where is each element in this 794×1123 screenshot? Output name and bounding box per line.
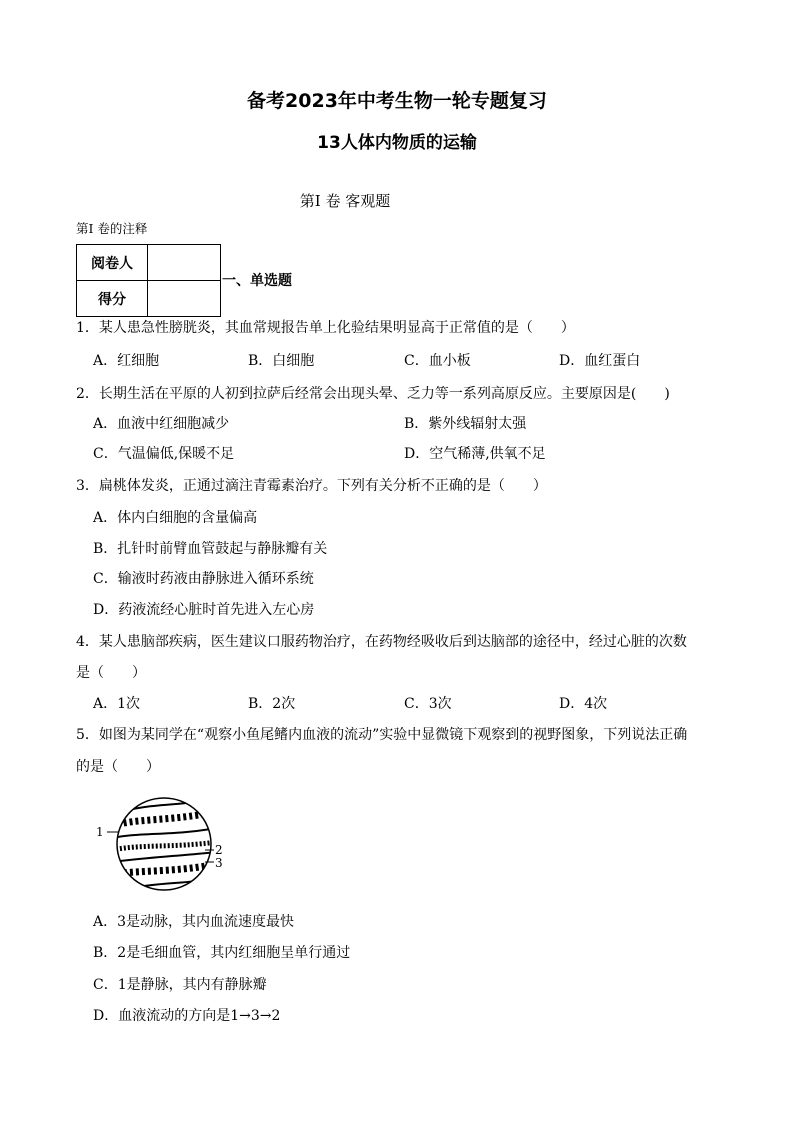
score-table (76, 244, 221, 317)
question-5-option-c: C．1是静脉，其内有静脉瓣 (93, 977, 267, 993)
question-3-option-d: D．药液流经心脏时首先进入左心房 (93, 602, 315, 618)
question-1-stem: 1．某人患急性膀胱炎，其血常规报告单上化验结果明显高于正常值的是（ ） (76, 320, 575, 336)
section-title: 第I 卷 客观题 (299, 192, 391, 210)
score-cell (148, 281, 221, 317)
reviewer-label: 阅卷人 (77, 245, 148, 281)
question-1-option-c: C．血小板 (404, 353, 471, 369)
question-4-option-c: C．3次 (404, 696, 452, 712)
section-note: 第I 卷的注释 (76, 221, 148, 236)
figure-label-2: 2 (215, 843, 223, 857)
question-2-option-d: D．空气稀薄,供氧不足 (404, 446, 546, 462)
question-1-option-b: B．白细胞 (248, 353, 315, 369)
question-4-stem-line2: 是（ ） (76, 665, 146, 681)
question-5-option-a: A．3是动脉，其内血流速度最快 (93, 914, 295, 930)
microscope-field-figure (92, 792, 227, 897)
question-3-option-b: B．扎针时前臂血管鼓起与静脉瓣有关 (93, 541, 328, 557)
question-2-option-b: B．紫外线辐射太强 (404, 416, 527, 432)
figure-label-1: 1 (96, 825, 104, 839)
reviewer-row (77, 245, 221, 281)
question-3-option-a: A．体内白细胞的含量偏高 (93, 510, 258, 526)
question-2-stem: 2．长期生活在平原的人初到拉萨后经常会出现头晕、乏力等一系列高原反应。主要原因是( ) (76, 386, 670, 402)
question-1-option-a: A．红细胞 (93, 353, 160, 369)
question-4-option-a: A．1次 (93, 696, 141, 712)
part-heading: 一、单选题 (222, 273, 292, 289)
figure-label-3: 3 (215, 856, 223, 870)
question-4-stem-line1: 4．某人患脑部疾病，医生建议口服药物治疗，在药物经吸收后到达脑部的途径中，经过心脏的次数 (76, 634, 687, 650)
question-2-option-c: C．气温偏低,保暖不足 (93, 446, 235, 462)
question-5-option-d: D．血液流动的方向是1→3→2 (93, 1008, 281, 1024)
question-5-stem-line1: 5．如图为某同学在“观察小鱼尾鳍内血液的流动”实验中显微镜下观察到的视野图象，下列说法正确 (76, 727, 688, 743)
question-4-option-b: B．2次 (248, 696, 296, 712)
question-2-option-a: A．血液中红细胞减少 (93, 416, 230, 432)
question-3-option-c: C．输液时药液由静脉进入循环系统 (93, 571, 314, 587)
page-subtitle: 13人体内物质的运输 (317, 133, 477, 153)
question-5-stem-line2: 的是（ ） (76, 759, 160, 775)
score-label: 得分 (77, 281, 148, 317)
question-4-option-d: D．4次 (559, 696, 608, 712)
question-1-option-d: D．血红蛋白 (559, 353, 641, 369)
question-3-stem: 3．扁桃体发炎，正通过滴注青霉素治疗。下列有关分析不正确的是（ ） (76, 478, 547, 494)
page-title: 备考2023年中考生物一轮专题复习 (247, 90, 547, 112)
score-row (77, 281, 221, 317)
question-5-option-b: B．2是毛细血管，其内红细胞呈单行通过 (93, 945, 351, 961)
reviewer-cell (148, 245, 221, 281)
